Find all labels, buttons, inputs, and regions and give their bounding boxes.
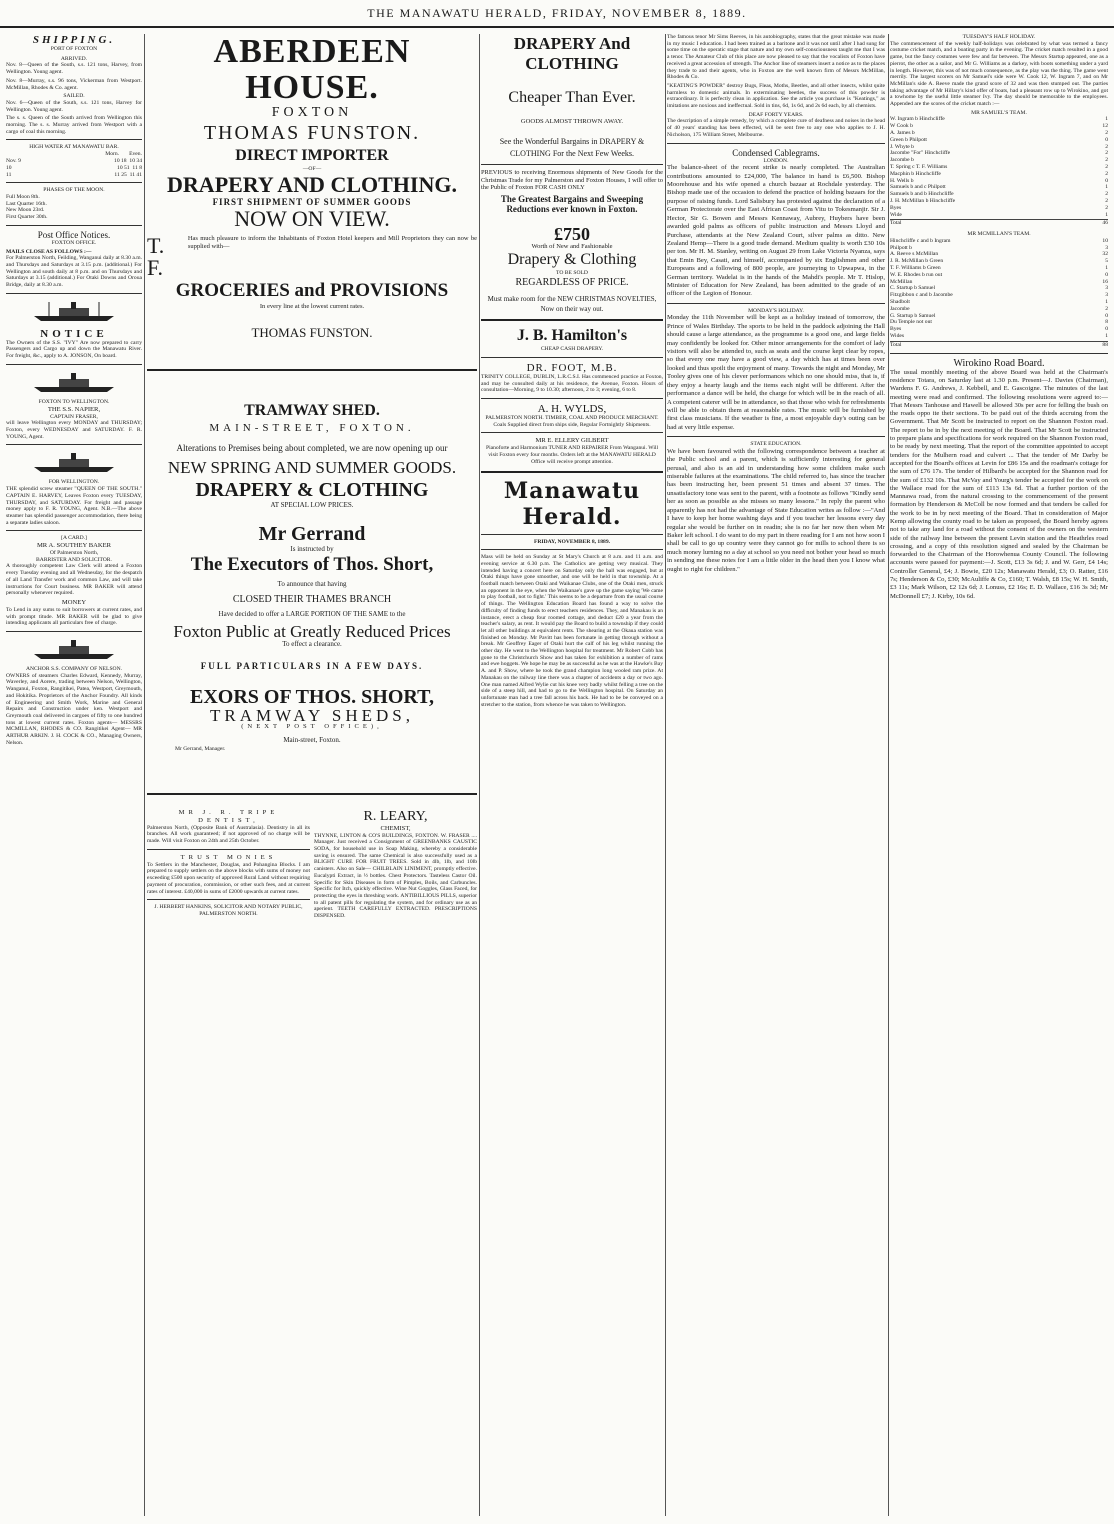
batsman: W. Ingram b Hinchcliffe xyxy=(890,116,945,123)
amount-heading: £750 xyxy=(554,223,590,244)
runs: 2 xyxy=(1105,191,1108,198)
next-post-office: (NEXT POST OFFICE), xyxy=(241,723,383,731)
batsman: C. Startup b Samuel xyxy=(890,285,936,292)
batsman: McMillan xyxy=(890,278,913,285)
first-shipment: FIRST SHIPMENT OF SUMMER GOODS xyxy=(212,196,412,207)
tramway-heading: TRAMWAY SHED. xyxy=(244,401,380,419)
road-board-heading: Wirokino Road Board. xyxy=(953,357,1045,369)
hankins-text: J. HERBERT HANKINS, SOLICITOR AND NOTARY PUBLIC, PALMERSTON NORTH. xyxy=(154,904,303,917)
dentist-ad xyxy=(147,809,310,922)
steamship-illustration xyxy=(29,300,119,322)
divider xyxy=(667,436,885,437)
post-office-sub: FOXTON OFFICE. xyxy=(51,239,97,246)
runs: 2 xyxy=(1105,204,1108,211)
score-row xyxy=(890,245,1108,252)
total-label: Total xyxy=(890,341,902,348)
card-heading: [A CARD.] xyxy=(61,535,87,542)
keating-ad: "KEATING'S POWDER" destroy Bugs, Fleas, Moths, Beetles, and all other insects, whilst quite harmless to domestic animals. In exterminating beetles, the success of this powder is extraordinary. It is perfectly clean in application. See the article you purchase is "Keatings," as imitations are noxious and ineffectual. Sold in tins, 6d, 1s 6d, and 2s 6d each, by all chemists. xyxy=(667,82,885,110)
steamer-text: THE splendid screw steamer "QUEEN OF THE SOUTH." CAPTAIN E. HARVEY, Leaves Foxton every TUESDAY, THURSDAY, and SATURDAY. For freight and passage money apply to F. R. YOUNG, Agent. N.B.—The above steamer has splendid passenger accommodation, there being a separate ladies saloon. xyxy=(6,486,142,526)
drapery-heading: DRAPERY AND CLOTHING. xyxy=(167,171,457,197)
tide-morn: 11 25 xyxy=(114,171,127,178)
score-row xyxy=(890,299,1108,306)
wylds-text: PALMERSTON NORTH. TIMBER, COAL AND PRODUCE MERCHANT. Coals Supplied direct from ships side, Regular Fortnightly Shipments. xyxy=(485,415,659,428)
tide-columns xyxy=(6,151,142,158)
score-row xyxy=(890,191,1108,198)
score-row xyxy=(890,313,1108,320)
batsman: Samuels b and b Hinchcliffe xyxy=(890,191,954,198)
divider xyxy=(481,164,663,165)
divider xyxy=(6,139,142,140)
divider xyxy=(6,225,142,226)
leary-text: THYNNE, LINTON & CO'S BUILDINGS, FOXTON. W. FRASER .... Manager. Just received a Consignment of GREENBANKS CAUSTIC SODA, for household use in Soap Making, whereby a considerable saving is ensured. The same Chemical is also successfully used as a BLIGHT CURE FOR FRUIT TREES. Sold in 4lb, 1lb, and 10lb canisters. Also on Sale— CHILBLAIN LINIMENT, promptly effective. Eucalypti Extract, in ½ bottles. Chest Protectors. Tasteless Castor Oil. Specific for Skin Diseases in form of Pimples, Boils, and Carbuncles. Specific for Itch, quickly effective. Wine Nut Goggles, Glass Faced, for protecting the eyes in threshing work. ANTIBILLIOUS PILLS, superior to all patent pills for regulating the system, and for ordinary use as an aperient. TEETH CAREFULLY EXTRACTED. PRESCRIPTIONS DISPENSED. xyxy=(314,832,477,920)
ship-schedule: will leave Wellington every MONDAY and THURSDAY; Foxton, every WEDNESDAY and SATURDAY. F. R. YOUNG, Agent. xyxy=(6,420,142,440)
team1-heading: MR SAMUEL'S TEAM. xyxy=(971,109,1027,116)
chemist-ad xyxy=(314,809,477,922)
column-rule xyxy=(479,34,480,1516)
drapery-clothing: DRAPERY And CLOTHING xyxy=(513,34,631,73)
runs: 1 xyxy=(1105,211,1108,218)
divider xyxy=(481,432,663,433)
batsman: J. Whyte b xyxy=(890,143,914,150)
moon-phase: First Quarter 30th. xyxy=(6,214,48,221)
cablegrams-text: The balance-sheet of the recent strike is nearly completed. The Australian contributions amounted to £24,000, The balance in hand is £6,500. Bishop Moorehouse and his wife opened a church bazaar at Rochdale yesterday. The Bishop made use of the occasion to defend the practice of holding bazaars for the purpose of raising funds. Lord Salisbury has protested against the declaration of a German Protectorate over the East African Coast from Vitu to Tokesmanjir. Sir J. Hector, Sir G. Bowen and Messrs Kennaway, Aubrey, Huybers have been awarded gold palms as officers of public instruction and Messrs Lloyd and Purchase, attendants at the New Zealand Court, silver palms as ditto. New Zealand Hemp—There is a good trade demand. Medium quality is worth £30 10s per ton. Mr H. M. Stanley, writing on August 29 from Lake Victoria Nyanza, says that Emin Bey, Casati, and himself, accompanied by six Englishmen and other Europeans and a following of 800 people, are journeying to Upwapwa, in the German territory. Wadelai is in the hands of the Mahdi's people. Mr T. Hislop, Minister of Education for New Zealand, has been admitted to the grade of an officer of the Legion of Honour. xyxy=(667,164,885,298)
notice-heading: NOTICE xyxy=(40,327,108,340)
sailed-entry: Nov. 6—Queen of the South, s.s. 121 tons, Harvey for Wellington. Young agent. xyxy=(6,99,142,113)
cheap-cash: CHEAP CASH DRAPERY. xyxy=(540,346,604,353)
runs: 0 xyxy=(1105,312,1108,319)
score-row xyxy=(890,306,1108,313)
divider xyxy=(147,899,310,900)
column-rule xyxy=(888,34,889,1516)
runs: 3 xyxy=(1105,244,1108,251)
steamship-illustration xyxy=(29,451,119,473)
batsman: Green b Philpott xyxy=(890,136,927,143)
shipping-title: SHIPPING. xyxy=(32,34,116,46)
bottom-ads xyxy=(147,809,477,922)
baker-text: A thoroughly competent Law Clerk will attend a Foxton every Tuesday evening and all Wednesday, for the despatch of all Land Transfer work and common Law, and will take instructions for Court business. MR BAKER will attend personally whenever required. xyxy=(6,563,142,597)
monday-heading: MONDAY'S HOLIDAY. xyxy=(748,307,804,314)
batsman: Philpott b xyxy=(890,244,912,251)
ship-name: THE S.S. NAPIER, xyxy=(47,405,101,413)
monday-text: Monday the 11th November will be kept as a holiday instead of tomorrow, the Prince of Wales Birthday. The sports to be held in the paddock adjoining the Hall should cause a large attendance, as the programme is a good one, and large fields may confidently be looked for. Other minor arrangements for the comfort of lady visitors will also be attended to, such as seats and the course kept clear by ropes, so that every one may have a good view, a day which has at times been over looked and thus spoilt the enjoyment of many. Towards the night and Monday, Mr Tooley gives one of his clever performances which no one should miss, that is, if they enjoy a hearty laugh and the items each night will be different. After the performance a dance will be held, the charge for which will be in the reach of all. A competent caterer will be in attendance, so that those who wish for refreshments will be able to obtain them at reasonable rates. The music will be furnished by first class musicians. If the weather is fine, a most enjoyable day's outing can be had at very little expense. xyxy=(667,314,885,431)
moon-phase: Full Moon 8th. xyxy=(6,194,40,201)
divider xyxy=(6,182,142,183)
route-heading: FOR WELLINGTON. xyxy=(48,479,100,486)
score-row xyxy=(890,238,1108,245)
divider xyxy=(6,364,142,365)
divider xyxy=(481,471,663,473)
state-education-text: We have been favoured with the following correspondence between a teacher at the Public school and a parent, which is sufficiently interesting for general perusal, and also is an aid in understanding how some children make such miserable failures at the examinations. The child referred to, has since the teacher has been instructing her, been present 51 times and absent 37 times. The unsatisfactory tone was sent to the parent, with a footnote as follows "Kindly send her as soon as possible as she misses so many lessons." In reply the parent who apparently has not had the advantage of State Education writes as follow :—"And I have to keep her home washing days and if you teacher her lessons every day regular she would be further on in readin; she is no far her now then when Mr Baker left school. I do want to do my part in there reading for I am not how soon I shall be call to go up country were they cannot go for mills to school there is so much money lurning no a day at school so you need not bother your head so much in sending me these notes for I am a little older in the head then you I know what ought to right for children." xyxy=(667,447,885,573)
batsman: G. Startup b Samuel xyxy=(890,312,936,319)
regardless-of-price: REGARDLESS OF PRICE. xyxy=(515,277,629,289)
runs: 1 xyxy=(1105,333,1108,340)
cheaper-heading: Cheaper Than Ever. xyxy=(508,89,636,106)
previous-text: PREVIOUS to receiving Enormous shipments of New Goods for the Christmas Trade for my Palmerston and Foxton Houses, I will offer to the Public of Foxton FOR CASH ONLY xyxy=(481,169,663,192)
batsman: T. Spring c T. F. Williams xyxy=(890,164,948,171)
post-office-heading: Post Office Notices. xyxy=(37,229,111,240)
greatest-bargains: The Greatest Bargains and Sweeping Reductions ever known in Foxton. xyxy=(500,193,644,214)
batsman: W Cook b xyxy=(890,123,913,130)
score-row xyxy=(890,319,1108,326)
runs: 2 xyxy=(1105,305,1108,312)
manager-line: Mr Gerrand, Manager. xyxy=(175,745,226,752)
direct-importer: DIRECT IMPORTER xyxy=(235,147,389,164)
column-news xyxy=(667,34,885,1516)
runs: 1 xyxy=(1105,184,1108,191)
foot-text: TRINITY COLLEGE, DUBLIN, L.R.C.S.I. Has commenced practice at Foxton, and may be consulted daily at his residence, the Avenue, Foxton. Hours of consultation—Morning, 9 to 10.30; afternoon, 2 to 3; evening, 6 to 8. xyxy=(481,373,663,394)
deaf-text: The description of a simple remedy, by which a complete cure of deafness and noises in the head of 40 years' standing has been effected, will be sent free to any one who applies to J. H. Nicholson, 175 William Street, Melbourne. xyxy=(667,118,885,138)
team2-scores xyxy=(890,238,1108,340)
tide-day: 11 xyxy=(6,171,12,178)
goods-thrown: GOODS ALMOST THROWN AWAY. xyxy=(520,118,624,125)
runs: 2 xyxy=(1105,150,1108,157)
tide-even: 11 8 xyxy=(132,164,142,171)
tide-day: Nov. 9 xyxy=(6,157,21,164)
route-heading: FOXTON TO WELLINGTON. xyxy=(38,398,110,405)
mails-text: For Palmerston North, Feilding, Wanganui daily at 8.30 a.m. and Thursdays and Saturdays at 3.15 p.m. (additional.) For Wellington and south daily at 8 p.m. and on Thursdays and Saturdays at 3.15 (additional.) For Otaki Downs and Oroua Bridge, daily at 8.30 a.m. xyxy=(6,255,142,289)
team1-scores xyxy=(890,116,1108,218)
gilbert-text: Pianoforte and Harmonium TUNER AND REPAIRER From Wanganui. Will visit Foxton every four months. Orders left at the MANAWATU HERALD Office will receive prompt attention. xyxy=(485,445,659,465)
runs: 12 xyxy=(1102,123,1108,130)
baker-heading: MR A. SOUTHEY BAKER xyxy=(36,542,112,550)
batsman: A. James b xyxy=(890,130,915,137)
arrived-heading: ARRIVED. xyxy=(60,55,88,62)
anchor-text: OWNERS of steamers Charles Edward, Kennedy, Murray, Waverley, and Aorere, trading between Nelson, Wellington, Wanganui, Foxton, Rangitikei, Patea, Westport, Greymouth, and Hokitika. Proprietors of the Anchor Foundry. All kinds of Engineering and Smith Work, Marine and General Repairs and Construction under ken. Westport and Greymouth coal delivered in cargoes of fifty to one hundred tons at lowest current rates. Foxton agents— MESSRS MCMILLAN, RHODES & CO. Rangitikei Agent— MR ARTHUR ARKIN. J. H. COCK & CO., Managing Owners, Nelson. xyxy=(6,672,142,746)
score-row xyxy=(890,251,1108,258)
every-line: In every line at the lowest current rates. xyxy=(259,302,365,310)
score-row xyxy=(890,292,1108,299)
instructed-by: Is instructed by xyxy=(290,545,334,554)
to-be-sold: TO BE SOLD xyxy=(556,270,588,277)
tide-col-morn: Morn. xyxy=(105,151,120,158)
tide-heading: HIGH WATER AT MANAWATU BAR. xyxy=(29,144,119,151)
main-street: Main-street, Foxton. xyxy=(283,736,341,745)
runs: 0 xyxy=(1105,271,1108,278)
runs: 0 xyxy=(1105,326,1108,333)
gerrand-heading: Mr Gerrand xyxy=(258,523,366,546)
batsman: Wides xyxy=(890,333,905,340)
score-row xyxy=(890,116,1108,123)
score-row xyxy=(890,272,1108,279)
runs: 5 xyxy=(1105,258,1108,265)
notice-text: The Owners of the S.S. "IVY" Are now prepared to carry Passengers and Cargo up and down the Manawatu River. For freight, &c., apply to A. JONSON, On board. xyxy=(6,339,142,360)
divider xyxy=(6,631,142,632)
moon-phase: New Moon 23rd. xyxy=(6,207,45,214)
score-row xyxy=(890,205,1108,212)
column-middle xyxy=(481,34,663,1516)
divider xyxy=(481,534,663,535)
announce-text: To announce that having xyxy=(277,580,347,589)
runs: 10 xyxy=(1102,237,1108,244)
tide-row xyxy=(6,158,142,165)
state-education-heading: STATE EDUCATION. xyxy=(750,441,802,448)
runs: 3 xyxy=(1105,285,1108,292)
batsman: Jacombe b xyxy=(890,157,914,164)
runs: 1 xyxy=(1105,116,1108,123)
score-row xyxy=(890,285,1108,292)
drapery-clothing-2: Drapery & Clothing xyxy=(507,251,637,269)
score-row xyxy=(890,326,1108,333)
tripe-text: Palmerston North, (Opposite Bank of Australasia). Dentistry in all its branches. All work guaranteed; if not approved of no charge will be made. Will visit Foxton on 24th and 25th October. xyxy=(147,824,310,845)
tide-morn: 10 51 xyxy=(117,164,130,171)
chemist-label: CHEMIST, xyxy=(380,824,411,832)
score-row xyxy=(890,333,1108,340)
column-shipping xyxy=(6,34,142,1516)
port-label: PORT OF FOXTON xyxy=(50,46,98,52)
trust-heading: TRUST MONIES xyxy=(180,853,277,861)
money-text: To Lend in any sums to suit borrowers at current rates, and with prompt titude. MR BAKER will be glad to give intending applicants all particulars free of charge. xyxy=(6,606,142,627)
tide-col-even: Even. xyxy=(129,151,142,158)
score-row xyxy=(890,137,1108,144)
batsman: Fitzgibbon c and b Jacombe xyxy=(890,292,953,299)
divider xyxy=(147,849,310,850)
exors-heading: EXORS OF THOS. SHORT, xyxy=(190,686,434,709)
divider xyxy=(481,319,663,321)
wylds-heading: A. H. WYLDS, xyxy=(537,403,607,415)
score-row xyxy=(890,171,1108,178)
team2-total-row xyxy=(890,341,1108,349)
header-title: THE MANAWATU HERALD, FRIDAY, NOVEMBER 8, 1889. xyxy=(367,6,747,20)
decided-text: Have decided to offer a LARGE PORTION OF THE SAME to the xyxy=(218,609,406,618)
batsman: H. Wells b xyxy=(890,177,914,184)
sailed-heading: SAILED. xyxy=(63,93,85,100)
london-heading: LONDON. xyxy=(763,157,789,164)
runs: 2 xyxy=(1105,164,1108,171)
batsman: Hinchcliffe c and b Ingram xyxy=(890,237,951,244)
anchor-heading: ANCHOR S.S. COMPANY OF NELSON. xyxy=(25,666,123,673)
holiday-text: The commencement of the weekly half-holidays was celebrated by what was termed a fancy costume cricket match, and a boating party in the evening. The cricket match resulted in a good game, but the fancy costumes were few and far between. The Messrs Startup appeared, one as a pierrot, the other as a sailor, and Mr G. Williams as a darkey, with boots something under a yard in length. However, this was of not much consequence, as the play was the thing. The game went merrily. The largest scorers on Mr Samuel's side were W. Cook 12, W. Ingram 7, and on Mr McMillan's side A. Reeve made the grand score of 32 and was then stumped out. The parties taking advantage of Mr Hillary's kind offer of boats, had a pleasant row up to Wirokino, and got a towhome by the useful little steamer Ivy. The day should be memorable to the employees. Appended are the scores of the cricket match :— xyxy=(890,40,1108,108)
divider xyxy=(667,143,885,144)
news-intro: The famous tenor Mr Sims Reeves, in his autobiography, states that the great mistake was made in my music I education. I had been trained as a baritone and it was not until after I had sung for some time on the operatic stage that nature and my own self-consciousness taught me that I was a tenor. The Amateur Club of this place are now pleased to say that the vocalists of Foxton have received a great accession of strength. The Anchor line of steamers insert a notice as to the places they trade to and their agents, who in Foxton are the well known firm of Messrs McMillan, Rhodes & Co. xyxy=(667,34,885,81)
runs: 2 xyxy=(1105,130,1108,137)
score-row xyxy=(890,212,1108,219)
batsman: T. F. Williams b Green xyxy=(890,265,941,272)
tide-even: 11 41 xyxy=(129,171,142,178)
aberdeen-title: ABERDEEN HOUSE. xyxy=(213,34,411,106)
arrival-entry: Nov. 8—Queen of the South, s.s. 121 tons, Harvey, from Wellington. Young agent. xyxy=(6,62,142,76)
shipping-notes: The s. s. Queen of the South arrived from Wellington this morning. The s. s. Murray arrived from Westport with a cargo of coal this morning. xyxy=(6,115,142,135)
divider xyxy=(481,549,663,550)
column-right xyxy=(890,34,1108,1516)
tripe-heading: MR J. R. TRIPE xyxy=(178,808,279,816)
divider xyxy=(147,369,477,371)
funston-signature: THOMAS FUNSTON. xyxy=(251,324,373,340)
batsman: J. R. McMillan b Green xyxy=(890,258,944,265)
trust-text: To Settlers in the Manchester, Douglas, and Pohangina Blocks. I am prepared to supply settlers on the above blocks with sums of money not exceeding £500 upon security of approved Rural Land without requiring payment of procuration, commission, or other such fees, and at current rates of interest. £40,000 in sums of £2000 upwards at current rates. xyxy=(147,861,310,895)
money-heading: MONEY xyxy=(61,598,87,606)
batsman: Du Temple not out xyxy=(890,319,932,326)
steamship-illustration xyxy=(29,371,119,393)
runs: 2 xyxy=(1105,157,1108,164)
funston-name: THOMAS FUNSTON. xyxy=(203,122,421,144)
dentist-label: DENTIST, xyxy=(198,816,259,824)
see-bargains: See the Wonderful Bargains in DRAPERY & CLOTHING For the Next Few Weeks. xyxy=(499,137,645,158)
team1-total: 46 xyxy=(1102,220,1108,227)
full-particulars: FULL PARTICULARS IN A FEW DAYS. xyxy=(200,661,424,672)
tramway-sub: MAIN-STREET, FOXTON. xyxy=(209,421,415,434)
drapery-clothing-heading: DRAPERY & CLOTHING xyxy=(195,478,429,501)
must-make-room: Must make room for the NEW CHRISTMAS NOVELTIES, Now on their way out. xyxy=(487,295,657,314)
runs: 1 xyxy=(1105,299,1108,306)
batsman: J. H. McMillan b Hinchcliffe xyxy=(890,198,956,204)
divider xyxy=(147,793,477,795)
column-rule xyxy=(665,34,666,1516)
local-news: Mass will be held on Sunday at St Mary's Church at 8 a.m. and 11 a.m. and evening service at 6.30 p.m. The Catholics are getting very musical. They intended having a concert here on Saturday only the hall was engaged, but at Otaki things have gone smoother, and one will be held in that township. At a football match between Otaki and Waikanae Clubs, one of the Otaki men, struck an opponent in the eye, when the Waikanae's gave up the game saying 'We came to play football, not to fight.' This seems to be a departure from the usual course of things. The Wellington Education Board has found a way to solve the difficulty of finding funds to erect teachers residences. They, and Manakau is an instance, erect a cheap four roomed cottage, and deduct £20 a year from the teacher's salary, as rent. It would pay the Board to build a township if they could let all other buildings at equivalent rents. The shearing at the Okaua station was finished on Monday. Mr Pavitt has been fortunate in getting through without a break. Mr Geoffrey Eager of Otaki hurt the calf of his leg whilst running the other day. He went to the Wellington hospital for treatment. Mr Robert Cobb has gone to the Christchurch Show and has taken for exhibition a number of rams and ewe hoggets. We hope he may be as successful as he was at the Hawke's Bay A. and P. Show, where he took the grand champion long wooled ram prize. At Manakau on the railway line there was a chapter of accidents a day or two ago. One man named Alfred Wylie cut his knee very badly whilst felling a tree on the side of a steep hill, and had to go to the Wellington hospital. On Saturday an unfortunate man had a tree fall across his back. He had to be be conveyed on a stretcher to the station, from whence he was taken to Wellington. xyxy=(481,554,663,708)
clearance-text: To effect a clearance. xyxy=(282,639,342,648)
batsman: Jacombe "For" Hinchcliffe xyxy=(890,150,951,157)
page-header xyxy=(0,0,1114,28)
issue-date: FRIDAY, NOVEMBER 8, 1889. xyxy=(533,538,611,545)
score-row xyxy=(890,123,1108,130)
gilbert-heading: MR E. ELLERY GILBERT xyxy=(535,437,609,445)
batsman: Samuels b and c Philpott xyxy=(890,184,946,191)
new-spring-heading: NEW SPRING AND SUMMER GOODS. xyxy=(167,457,457,477)
divider xyxy=(6,293,142,294)
hamilton-heading: J. B. Hamilton's xyxy=(516,327,628,345)
divider xyxy=(6,444,142,445)
arrival-entry: Nov. 8—Murray, s.s. 96 tons, Vickerman from Westport. McMillan, Rhodes & Co. agent. xyxy=(6,77,142,91)
divider xyxy=(890,353,1108,354)
batsman: Byes xyxy=(890,204,902,211)
leary-heading: R. LEARY, xyxy=(363,808,428,824)
score-row xyxy=(890,279,1108,286)
batsman: W. E. Rhodes b run out xyxy=(890,271,943,278)
team1-total-row xyxy=(890,219,1108,227)
alterations-text: Alterations to Premises being about completed, we are now opening up our xyxy=(176,442,448,453)
baker-sub: Of Palmerston North, xyxy=(49,550,99,557)
groceries-heading: GROCERIES and PROVISIONS xyxy=(175,279,449,301)
mails-heading: MAILS CLOSE AS FOLLOWS :— xyxy=(6,248,92,255)
score-row xyxy=(890,157,1108,164)
ship-captain: CAPTAIN FRASER, xyxy=(50,413,98,420)
road-board-text: The usual monthly meeting of the above Board was held at the Chairman's residence Totara, on Saturday last at 1.30 p.m. Present—J. Davies (Chairman), Wardens F. G. Andrews, J. Kebbell, and E. Gascoigne. The minutes of the last meeting were read and confirmed. The following resolutions were agreed to:— That Messrs Tanhouse and Hawell be allowed 30s per acre for felling the bush on the roads oppo ite their sections. To be paid out of the thirds accruing from the Government. That Mr Scott be instructed to report on the Shannon Foxton road. The report to be in by the next meeting of the Board. That Mr Scott be instructed to prepare plans and specifications for work required on the Shannon Foxton road, to be ready by next meeting. That the report of the committee appointed to accept tenders for the Mulhern road and culvert ... That the tender of Mr Darby be accepted for the Board's offices at Levin for £86 15s and the roadman's cottage for the sum of £76 17s. The tender of Hilbard's be accepted for the Shannon road for the sum of £132 10s. That McVay and Yourg's tender be accepted for the work on the Wallace road for the sum of £113 13s 6d. That a further portion of the Mannawa road, from the natural crossing to the commencement of the present formation by Henderson & McColl be now formed and that tenders be called for the work to be in by next meeting of the Board. That in consideration of Major Kemp allowing the county road to be taken as proposed, the Board hereby agrees not to take any land for a road without the consent of the owners on the western side of the railway line between the present Levin station and the Heathrles road crossing, and a copy of this resolution signed and sealed by the Chairman be forwarded to the Chairman of the Horowhenua County Council. The following accounts were passed for payment:—J. Scott, £13 3s 6d; J. and W. Gerr, £4 14s; Controller General, £4; J. Bowie, £20 12s; Manawatu Herald, £3; O. Ratter, £16 7s; Henderson & Co, £30; McAuliffe & Co, £160; T. Walsh, £8 15s; W. H. Smith, £3 11s; Mark Wilson, £2 12s 6d; J. Lonuss, £2 16s; E. D. Wallace, £16 3s 3d; Mr McDonnell £7; J. Kirby, 10s 6d. xyxy=(890,368,1108,600)
batsman: Wide xyxy=(890,211,902,218)
runs: 0 xyxy=(1105,177,1108,184)
column-advertisements xyxy=(147,34,477,1516)
batsman: Byes xyxy=(890,326,902,333)
tide-row xyxy=(6,165,142,172)
batsman: A. Reeve s McMillan xyxy=(890,251,939,258)
tf-block xyxy=(147,232,477,280)
tide-day: 10 xyxy=(6,164,12,171)
foxton-public-heading: Foxton Public at Greatly Reduced Prices xyxy=(173,621,451,641)
tide-row xyxy=(6,172,142,179)
runs: 2 xyxy=(1105,143,1108,150)
closed-branch: CLOSED THEIR THAMES BRANCH xyxy=(232,593,392,605)
score-row xyxy=(890,198,1108,205)
batsman: Shadbolt xyxy=(890,299,910,306)
divider xyxy=(481,398,663,399)
runs: 3 xyxy=(1105,292,1108,299)
moon-heading: PHASES OF THE MOON. xyxy=(43,187,105,194)
score-row xyxy=(890,258,1108,265)
runs: 2 xyxy=(1105,170,1108,177)
tf-text: Has much pleasure to inform the Inhabitants of Foxton Hotel keepers and Mill Proprietors they can now be supplied with— xyxy=(187,234,477,250)
runs: 32 xyxy=(1102,251,1108,258)
score-row xyxy=(890,164,1108,171)
runs: 1 xyxy=(1105,265,1108,272)
executors-heading: The Executors of Thos. Short, xyxy=(190,554,434,576)
baker-role: BARRISTER AND SOLICITOR. xyxy=(36,556,112,563)
score-row xyxy=(890,265,1108,272)
cablegrams-heading: Condensed Cablegrams. xyxy=(732,147,820,158)
runs: 16 xyxy=(1102,278,1108,285)
divider xyxy=(6,530,142,531)
holiday-heading: TUESDAY'S HALF HOLIDAY. xyxy=(962,34,1036,40)
divider xyxy=(667,303,885,304)
runs: 0 xyxy=(1105,136,1108,143)
moon-phase: Last Quarter 16th. xyxy=(6,200,47,207)
team2-total: 88 xyxy=(1102,341,1108,348)
batsman: Macphin b Hinchcliffe xyxy=(890,170,941,177)
worth-text: Worth of New and Fashionable xyxy=(531,242,613,250)
score-row xyxy=(890,178,1108,185)
batsman: Jacombe xyxy=(890,305,910,312)
tide-even: 10 34 xyxy=(129,157,142,164)
special-prices: AT SPECIAL LOW PRICES. xyxy=(270,500,354,509)
column-rule xyxy=(144,34,145,1516)
of-label: —OF— xyxy=(302,166,322,172)
runs: 8 xyxy=(1105,319,1108,326)
score-row xyxy=(890,150,1108,157)
divider xyxy=(481,357,663,358)
tide-morn: 10 18 xyxy=(114,157,127,164)
masthead: Manawatu Herald. xyxy=(503,477,641,530)
foot-heading: DR. FOOT, M.B. xyxy=(526,361,618,374)
aberdeen-town: FOXTON xyxy=(271,105,353,120)
runs: 2 xyxy=(1105,198,1108,204)
steamship-illustration xyxy=(29,638,119,660)
score-row xyxy=(890,130,1108,137)
team2-heading: MR MCMILLAN'S TEAM. xyxy=(967,231,1031,238)
tramway-sheds: TRAMWAY SHEDS, xyxy=(210,706,414,726)
now-on-view: NOW ON VIEW. xyxy=(234,205,390,231)
total-label: Total xyxy=(890,220,902,227)
tf-initials: T. F. xyxy=(147,232,165,280)
deaf-heading: DEAF FORTY YEARS. xyxy=(748,111,804,118)
